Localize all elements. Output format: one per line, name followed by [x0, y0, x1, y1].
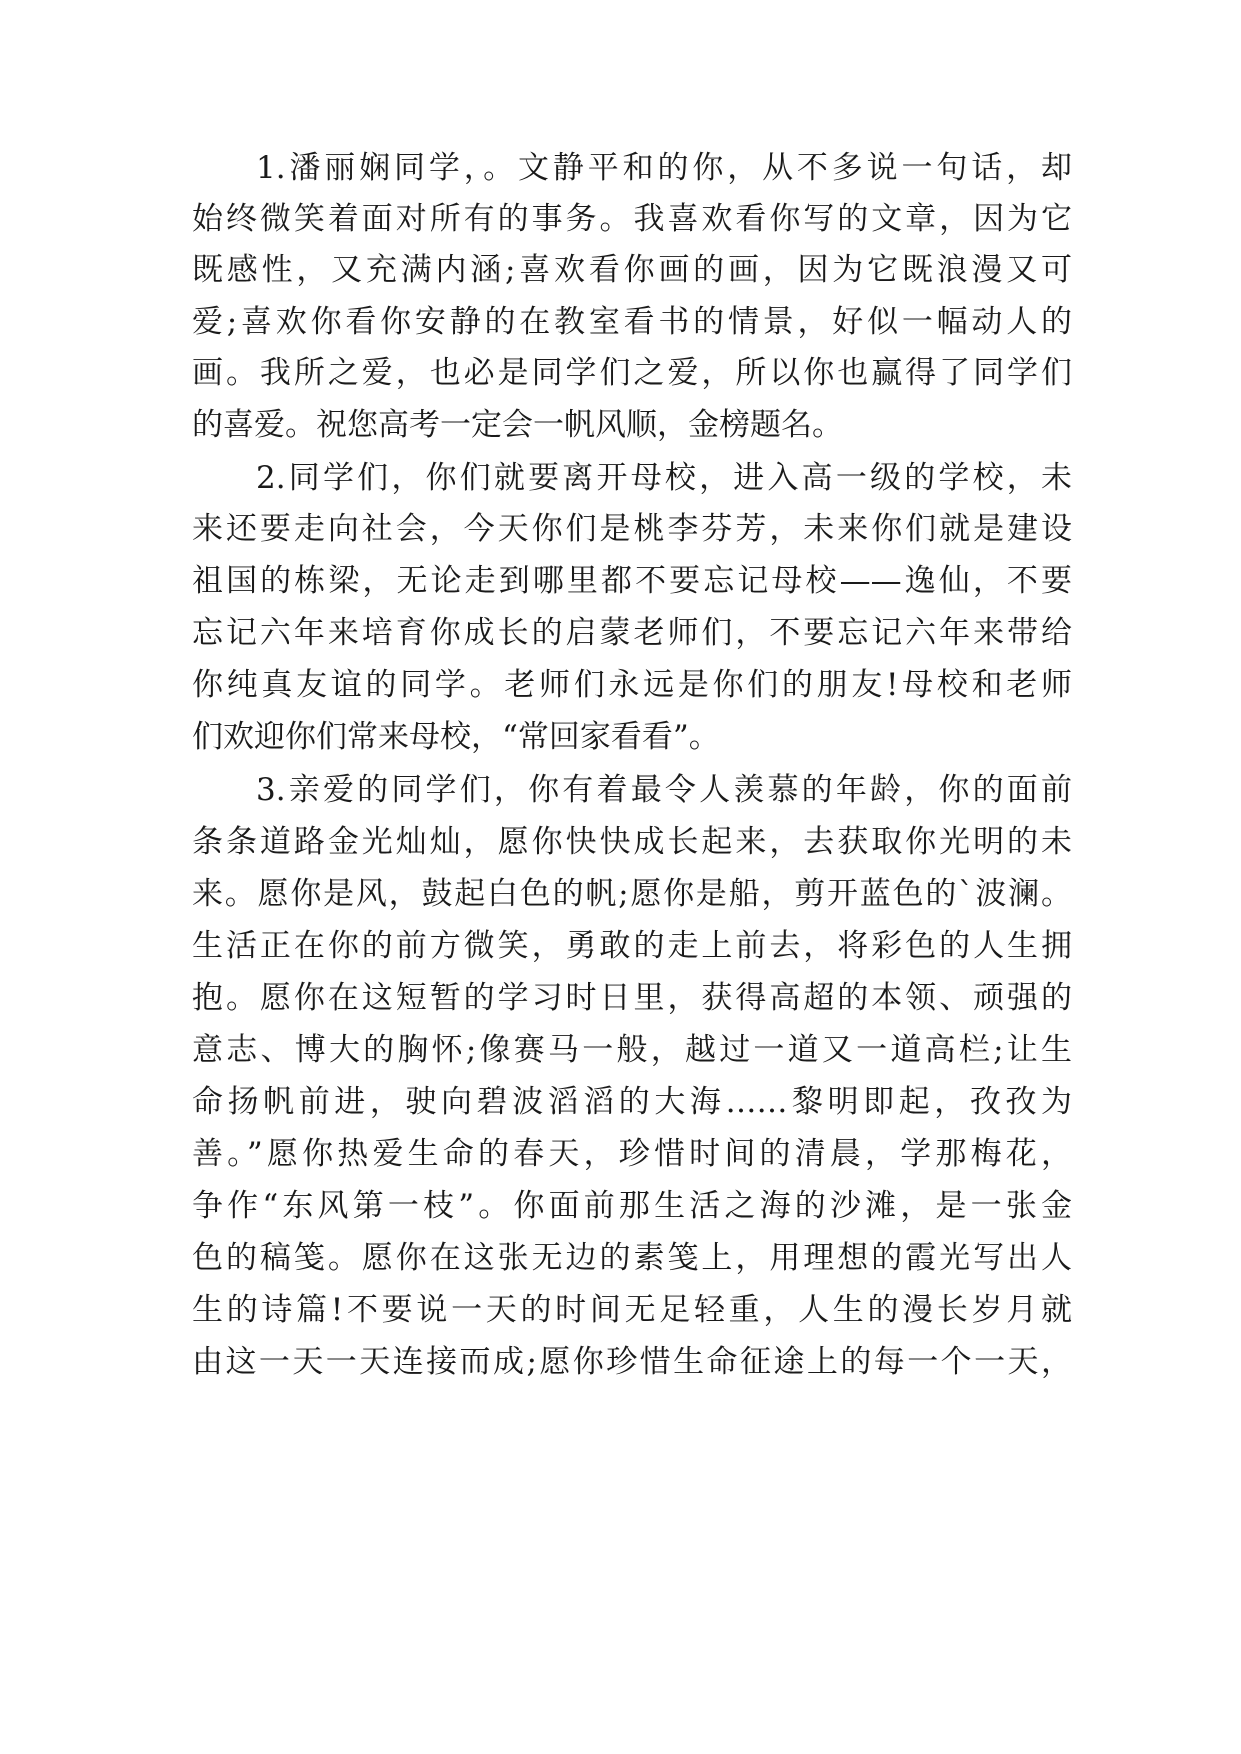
- paragraph-3-line-6: 意志、博大的胸怀;像赛马一般，越过一道又一道高栏;让生: [192, 1032, 1072, 1068]
- paragraph-1-line-6: 的喜爱。祝您高考一定会一帆风顺，金榜题名。: [192, 407, 843, 443]
- paragraph-3-line-4: 生活正在你的前方微笑，勇敢的走上前去，将彩色的人生拥: [192, 928, 1072, 964]
- paragraph-1-line-5: 画。我所之爱，也必是同学们之爱，所以你也赢得了同学们: [192, 355, 1072, 391]
- paragraph-3-line-7: 命扬帆前进，驶向碧波滔滔的大海……黎明即起，孜孜为: [192, 1084, 1072, 1120]
- paragraph-2-line-1: 2.同学们，你们就要离开母校，进入高一级的学校，未: [256, 460, 1072, 496]
- paragraph-1-line-3: 既感性，又充满内涵;喜欢看你画的画，因为它既浪漫又可: [192, 252, 1072, 288]
- paragraph-3-line-11: 生的诗篇!不要说一天的时间无足轻重，人生的漫长岁月就: [192, 1292, 1072, 1328]
- paragraph-3-line-3: 来。愿你是风，鼓起白色的帆;愿你是船，剪开蓝色的`波澜。: [192, 876, 1072, 912]
- paragraph-2-line-6: 们欢迎你们常来母校，“常回家看看”。: [192, 719, 720, 755]
- paragraph-2-line-3: 祖国的栋梁，无论走到哪里都不要忘记母校——逸仙，不要: [192, 563, 1072, 599]
- paragraph-3-line-12: 由这一天一天连接而成;愿你珍惜生命征途上的每一个一天，: [192, 1344, 1072, 1380]
- paragraph-3-line-1: 3.亲爱的同学们，你有着最令人羡慕的年龄，你的面前: [256, 772, 1072, 808]
- paragraph-1-line-2: 始终微笑着面对所有的事务。我喜欢看你写的文章，因为它: [192, 201, 1072, 237]
- paragraph-3-line-8: 善。”愿你热爱生命的春天，珍惜时间的清晨，学那梅花，: [192, 1136, 1072, 1172]
- paragraph-1-line-4: 爱;喜欢你看你安静的在教室看书的情景，好似一幅动人的: [192, 304, 1072, 340]
- paragraph-3-line-2: 条条道路金光灿灿，愿你快快成长起来，去获取你光明的未: [192, 824, 1072, 860]
- paragraph-3-line-9: 争作“东风第一枝”。你面前那生活之海的沙滩，是一张金: [192, 1188, 1072, 1224]
- paragraph-2-line-4: 忘记六年来培育你成长的启蒙老师们，不要忘记六年来带给: [192, 615, 1072, 651]
- paragraph-2-line-2: 来还要走向社会，今天你们是桃李芬芳，未来你们就是建设: [192, 511, 1072, 547]
- paragraph-3-line-5: 抱。愿你在这短暂的学习时日里，获得高超的本领、顽强的: [192, 980, 1072, 1016]
- paragraph-2-line-5: 你纯真友谊的同学。老师们永远是你们的朋友!母校和老师: [192, 667, 1072, 703]
- paragraph-3-line-10: 色的稿笺。愿你在这张无边的素笺上，用理想的霞光写出人: [192, 1240, 1072, 1276]
- paragraph-1-line-1: 1.潘丽娴同学，。文静平和的你，从不多说一句话，却: [256, 150, 1072, 186]
